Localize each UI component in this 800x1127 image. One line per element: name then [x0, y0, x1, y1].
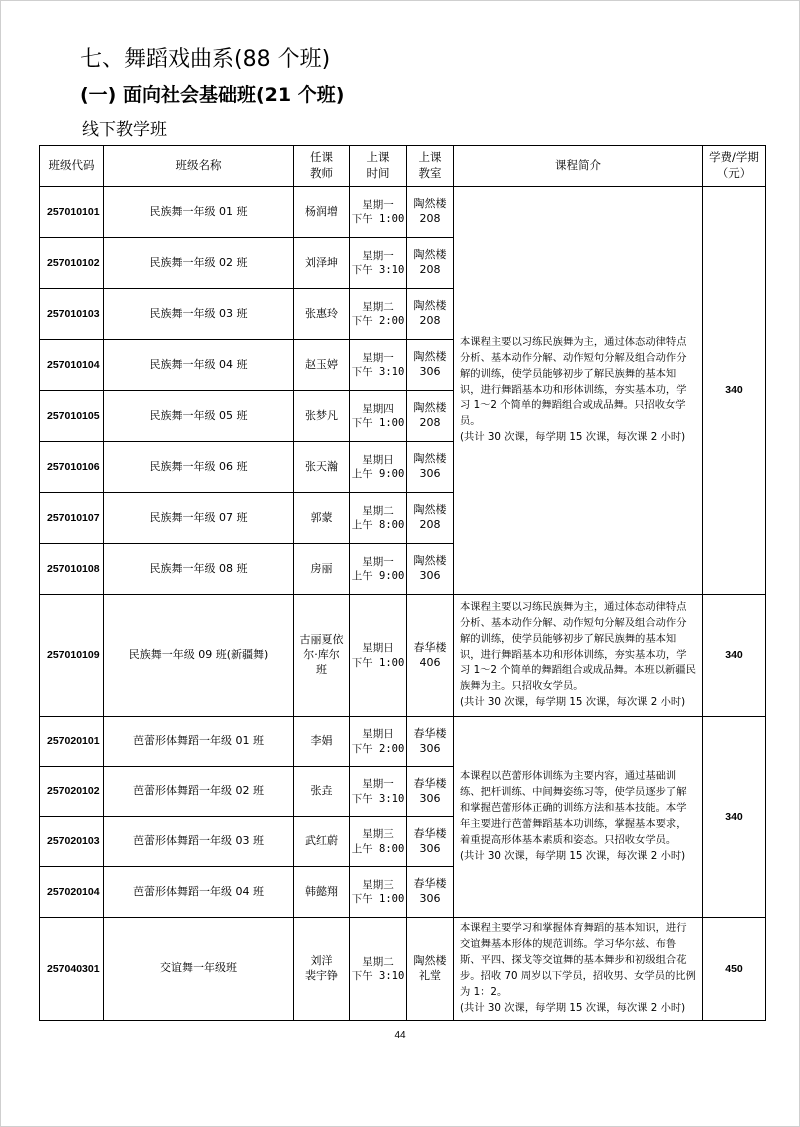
time-cell-line: 下午 1:00 — [351, 656, 405, 669]
teacher-cell-line: 张梦凡 — [305, 408, 338, 422]
time-cell-line: 星期日 — [362, 728, 394, 741]
teacher-cell-line: 房丽 — [310, 561, 333, 575]
room-cell-line: 陶然楼 — [413, 452, 447, 466]
teacher-cell — [294, 595, 350, 717]
teacher-cell — [294, 493, 350, 544]
room-cell-line: 208 — [419, 518, 441, 531]
teacher-cell — [294, 717, 350, 767]
teacher-cell — [294, 867, 350, 918]
course-intro-text: 本课程以芭蕾形体训练为主要内容，通过基础训练、把杆训练、中间舞姿练习等，使学员逐步了解和掌握芭蕾形体正确的训练方法和基本技能。本学年主要进行芭蕾舞蹈基本功训练，掌握基本要求，着重提高形体基本素质和姿态。只招收女学员。 — [460, 770, 687, 846]
teacher-cell — [294, 340, 350, 391]
time-cell-line: 星期四 — [362, 402, 394, 415]
room-cell-line: 陶然楼 — [413, 299, 447, 313]
room-cell — [407, 767, 454, 817]
class-name-cell: 民族舞一年级 08 班 — [104, 544, 294, 595]
class-code-cell: 257020103 — [40, 817, 104, 867]
room-cell-line: 春华楼 — [413, 877, 447, 891]
class-code-cell: 257020104 — [40, 867, 104, 918]
room-cell-line: 306 — [419, 841, 441, 855]
room-cell — [407, 595, 454, 717]
teacher-cell — [294, 817, 350, 867]
fee-cell: 450 — [703, 918, 766, 1021]
teacher-cell-line: 郭蒙 — [310, 510, 333, 524]
class-code-cell: 257010103 — [40, 289, 104, 340]
time-cell — [350, 544, 407, 595]
teacher-cell — [294, 238, 350, 289]
teacher-cell — [294, 289, 350, 340]
table-row — [40, 595, 766, 717]
teacher-cell — [294, 544, 350, 595]
teacher-cell-line: 尔·库尔 — [303, 648, 340, 662]
subsection-heading: 线下教学班 — [82, 120, 167, 140]
course-intro-note: (共计 30 次课，每学期 15 次课，每次课 2 小时) — [460, 1001, 686, 1014]
time-cell-line: 星期二 — [362, 504, 394, 517]
class-code-cell: 257020102 — [40, 767, 104, 817]
class-name-cell: 芭蕾形体舞蹈一年级 04 班 — [104, 867, 294, 918]
time-cell — [350, 767, 407, 817]
header-teacher: 任课 教师 — [294, 146, 350, 187]
page-number: 44 — [394, 1030, 406, 1041]
room-cell — [407, 918, 454, 1021]
teacher-cell — [294, 767, 350, 817]
time-cell-line: 星期一 — [362, 198, 394, 211]
teacher-cell-line: 李娟 — [310, 734, 333, 748]
class-code-cell: 257010104 — [40, 340, 104, 391]
class-name-cell: 民族舞一年级 05 班 — [104, 391, 294, 442]
course-intro-cell — [454, 717, 703, 918]
fee-cell: 340 — [703, 717, 766, 918]
room-cell-line: 306 — [419, 892, 441, 905]
class-name-cell: 民族舞一年级 02 班 — [104, 238, 294, 289]
room-cell-line: 陶然楼 — [413, 350, 447, 364]
teacher-cell-line: 张惠玲 — [305, 306, 338, 320]
teacher-cell-line: 韩懿翔 — [305, 884, 338, 898]
teacher-cell-line: 裴宇铮 — [305, 968, 338, 982]
time-cell — [350, 238, 407, 289]
time-cell — [350, 289, 407, 340]
header-name: 班级名称 — [104, 146, 294, 187]
time-cell — [350, 442, 407, 493]
teacher-cell-line: 杨润增 — [305, 204, 338, 218]
room-cell-line: 礼堂 — [419, 968, 441, 982]
class-name-cell: 民族舞一年级 01 班 — [104, 187, 294, 238]
course-intro-note: (共计 30 次课，每学期 15 次课，每次课 2 小时) — [460, 849, 686, 862]
room-cell-line: 陶然楼 — [413, 248, 447, 262]
class-name-cell: 交谊舞一年级班 — [104, 918, 294, 1021]
class-code-cell: 257010102 — [40, 238, 104, 289]
class-code-cell: 257020101 — [40, 717, 104, 767]
room-cell-line: 208 — [419, 314, 441, 327]
room-cell-line: 陶然楼 — [413, 554, 447, 568]
header-room: 上课 教室 — [407, 146, 454, 187]
room-cell-line: 208 — [419, 212, 441, 225]
room-cell-line: 306 — [419, 569, 441, 582]
header-time: 上课 时间 — [350, 146, 407, 187]
time-cell-line: 上午 8:00 — [351, 519, 405, 531]
time-cell-line: 星期一 — [362, 249, 394, 262]
time-cell-line: 星期日 — [362, 453, 394, 466]
table-header-row — [40, 146, 766, 187]
section-heading: (一) 面向社会基础班(21 个班) — [80, 84, 345, 106]
class-name-cell: 芭蕾形体舞蹈一年级 01 班 — [104, 717, 294, 767]
time-cell-line: 下午 1:00 — [351, 893, 405, 905]
teacher-cell-line: 武红蔚 — [305, 834, 338, 848]
time-cell — [350, 391, 407, 442]
time-cell — [350, 187, 407, 238]
time-cell — [350, 493, 407, 544]
class-name-cell: 民族舞一年级 07 班 — [104, 493, 294, 544]
time-cell-line: 上午 8:00 — [351, 842, 405, 855]
time-cell — [350, 867, 407, 918]
header-code: 班级代码 — [40, 146, 104, 187]
table-row — [40, 918, 766, 1021]
room-cell-line: 春华楼 — [413, 726, 447, 740]
teacher-cell — [294, 918, 350, 1021]
time-cell-line: 下午 2:00 — [351, 742, 405, 755]
time-cell-line: 星期二 — [362, 955, 394, 968]
department-heading: 七、舞蹈戏曲系(88 个班) — [80, 47, 331, 72]
room-cell-line: 春华楼 — [413, 776, 447, 790]
time-cell-line: 星期二 — [362, 300, 394, 313]
time-cell — [350, 595, 407, 717]
course-intro-text: 本课程主要以习练民族舞为主，通过体态动律特点分析、基本动作分解、动作短句分解及组合动作分解的训练，使学员能够初步了解民族舞的基本知识，进行舞蹈基本功和形体训练，夯实基本功，学习 1～2 个简单的舞蹈组合或成品舞。只招收女学员。 — [460, 335, 687, 428]
time-cell-line: 下午 3:10 — [351, 969, 405, 982]
room-cell-line: 306 — [419, 467, 441, 480]
time-cell — [350, 817, 407, 867]
room-cell — [407, 717, 454, 767]
time-cell-line: 上午 9:00 — [351, 570, 405, 582]
course-intro-text: 本课程主要以习练民族舞为主，通过体态动律特点分析、基本动作分解、动作短句分解及组合动作分解的训练，使学员能够初步了解民族舞的基本知识，进行舞蹈基本功和形体训练，夯实基本功，学习 1～2 个简单的舞蹈组合或成品舞。本班以新疆民族舞为主。只招收女学员。 — [460, 600, 696, 693]
course-intro-note: (共计 30 次课，每学期 15 次课，每次课 2 小时) — [460, 696, 686, 709]
class-name-cell: 民族舞一年级 04 班 — [104, 340, 294, 391]
course-intro-cell — [454, 595, 703, 717]
room-cell — [407, 867, 454, 918]
fee-cell: 340 — [703, 187, 766, 595]
time-cell — [350, 717, 407, 767]
room-cell — [407, 544, 454, 595]
course-intro-cell — [454, 187, 703, 595]
table-row — [40, 187, 766, 238]
room-cell — [407, 493, 454, 544]
course-intro-text: 本课程主要学习和掌握体育舞蹈的基本知识，进行交谊舞基本形体的规范训练。学习华尔兹、布鲁斯、平四、探戈等交谊舞的基本舞步和初级组合花步。招收 70 周岁以下学员，招收男、女学员的比例为 1：2。 — [460, 922, 696, 998]
room-cell-line: 306 — [419, 365, 441, 378]
teacher-cell-line: 刘泽坤 — [305, 255, 338, 269]
time-cell-line: 星期三 — [362, 878, 394, 891]
teacher-cell-line: 刘洋 — [310, 954, 333, 968]
time-cell-line: 上午 9:00 — [351, 468, 405, 480]
teacher-cell-line: 古丽夏依 — [299, 633, 344, 647]
room-cell-line: 陶然楼 — [413, 503, 447, 517]
class-code-cell: 257010107 — [40, 493, 104, 544]
room-cell-line: 陶然楼 — [413, 954, 447, 968]
fee-cell: 340 — [703, 595, 766, 717]
class-name-cell: 民族舞一年级 06 班 — [104, 442, 294, 493]
room-cell — [407, 340, 454, 391]
teacher-cell — [294, 442, 350, 493]
teacher-cell-line: 赵玉婷 — [305, 357, 338, 371]
time-cell-line: 下午 1:00 — [351, 417, 405, 429]
class-code-cell: 257010108 — [40, 544, 104, 595]
room-cell-line: 306 — [419, 741, 441, 755]
time-cell-line: 星期三 — [362, 828, 394, 841]
class-code-cell: 257040301 — [40, 918, 104, 1021]
room-cell-line: 春华楼 — [413, 826, 447, 840]
time-cell-line: 下午 3:10 — [351, 366, 405, 378]
class-name-cell: 民族舞一年级 09 班(新疆舞) — [104, 595, 294, 717]
class-table — [39, 145, 766, 1021]
class-name-cell: 芭蕾形体舞蹈一年级 02 班 — [104, 767, 294, 817]
room-cell-line: 306 — [419, 791, 441, 805]
class-code-cell: 257010106 — [40, 442, 104, 493]
class-code-cell: 257010101 — [40, 187, 104, 238]
room-cell-line: 406 — [419, 655, 441, 669]
time-cell-line: 下午 1:00 — [351, 213, 405, 225]
class-code-cell: 257010105 — [40, 391, 104, 442]
teacher-cell-line: 班 — [316, 662, 327, 676]
room-cell — [407, 187, 454, 238]
time-cell — [350, 918, 407, 1021]
room-cell-line: 陶然楼 — [413, 401, 447, 415]
time-cell-line: 星期一 — [362, 351, 394, 364]
course-intro-cell — [454, 918, 703, 1021]
header-fee: 学费/学期 （元） — [703, 146, 766, 187]
room-cell — [407, 817, 454, 867]
teacher-cell — [294, 187, 350, 238]
time-cell-line: 下午 3:10 — [351, 264, 405, 276]
class-name-cell: 民族舞一年级 03 班 — [104, 289, 294, 340]
time-cell-line: 下午 3:10 — [351, 792, 405, 805]
room-cell — [407, 442, 454, 493]
teacher-cell-line: 张垚 — [310, 784, 333, 798]
teacher-cell-line: 张天瀚 — [305, 459, 338, 473]
time-cell-line: 星期一 — [362, 778, 394, 791]
teacher-cell — [294, 391, 350, 442]
room-cell — [407, 391, 454, 442]
table-row — [40, 717, 766, 767]
room-cell-line: 208 — [419, 416, 441, 429]
class-code-cell: 257010109 — [40, 595, 104, 717]
time-cell-line: 星期一 — [362, 555, 394, 568]
class-name-cell: 芭蕾形体舞蹈一年级 03 班 — [104, 817, 294, 867]
time-cell-line: 星期日 — [362, 642, 394, 655]
room-cell — [407, 289, 454, 340]
time-cell — [350, 340, 407, 391]
course-intro-note: (共计 30 次课，每学期 15 次课，每次课 2 小时) — [460, 431, 686, 444]
room-cell — [407, 238, 454, 289]
header-intro: 课程简介 — [454, 146, 703, 187]
room-cell-line: 陶然楼 — [413, 197, 447, 211]
room-cell-line: 208 — [419, 263, 441, 276]
time-cell-line: 下午 2:00 — [351, 315, 405, 327]
room-cell-line: 春华楼 — [413, 640, 447, 654]
